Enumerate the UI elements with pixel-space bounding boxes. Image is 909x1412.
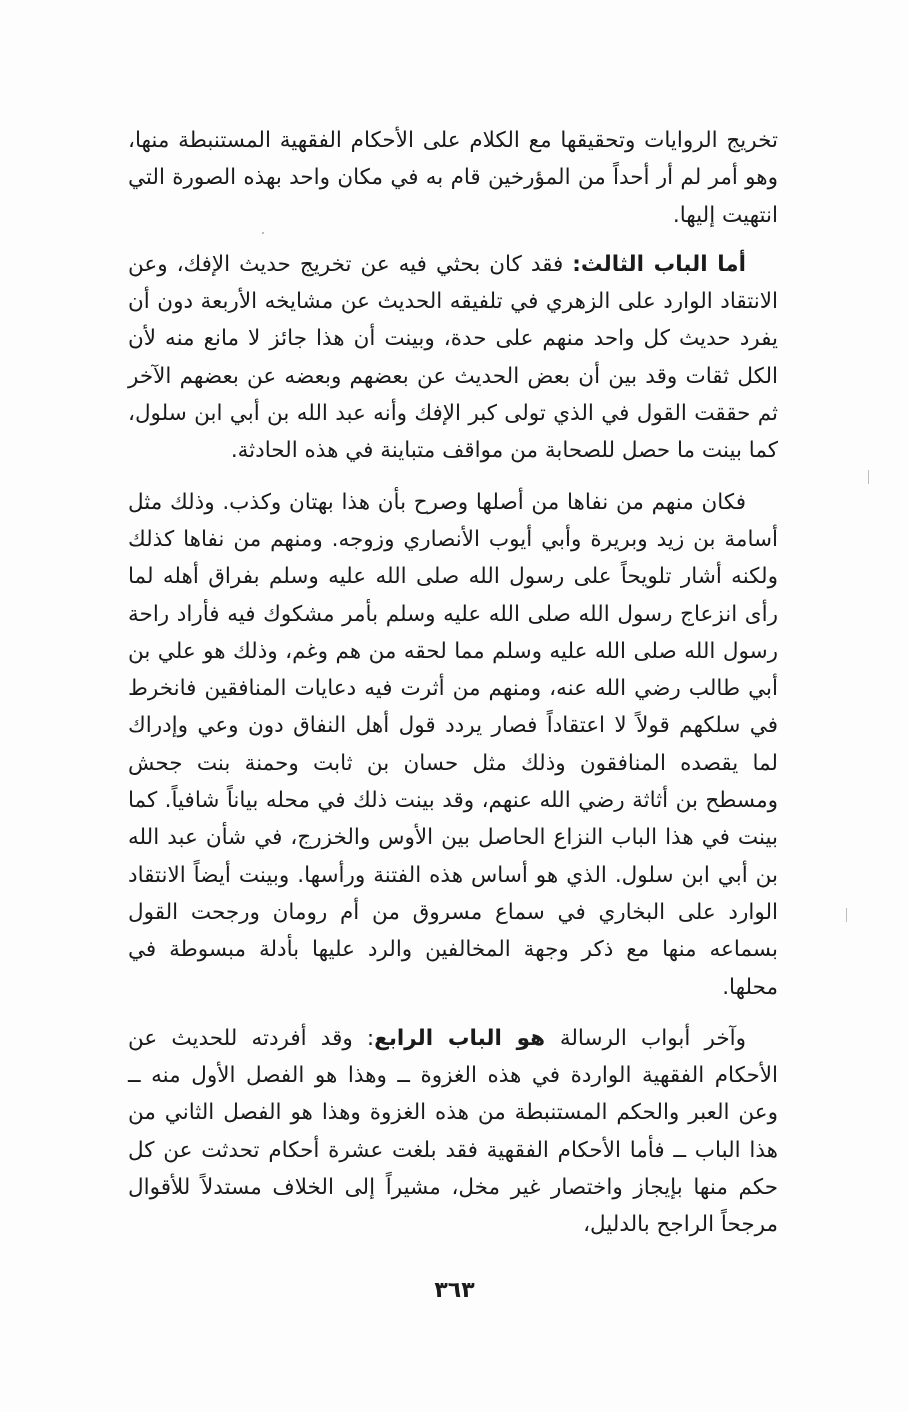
paragraph-1-text: تخريج الروايات وتحقيقها مع الكلام على الأحكام الفقهية المستنبطة منها، وهو أمر لم أر أحداً من المؤرخين قام به في مكان واحد بهذه الصورة التي انتهيت إليها. xyxy=(128,128,778,228)
paragraph-3-text: فكان منهم من نفاها من أصلها وصرح بأن هذا بهتان وكذب. وذلك مثل أسامة بن زيد وبريرة وأبي أيوب الأنصاري وزوجه. ومنهم من نفاها كذلك ولكنه أشار تلويحاً على رسول الله صلى الله عليه وسلم بفراق أهله لما رأى انزعاج رسول الله صلى الله عليه وسلم بأمر مشكوك فيه فأراد راحة رسول الله صلى الله عليه وسلم مما لحقه من هم وغم، وذلك هو علي بن أبي طالب رضي الله عنه، ومنهم من أثرت فيه دعايات المنافقين فانخرط في سلكهم قولاً لا اعتقاداً فصار يردد قول أهل النفاق دون وعي وإدراك لما يقصده المنافقون وذلك مثل حسان بن ثابت وحمنة بنت جحش ومسطح بن أثاثة رضي الله عنهم، وقد بينت ذلك في محله بياناً شافياً. كما بينت في هذا الباب النزاع الحاصل بين الأوس والخزرج، في شأن عبد الله بن أبي ابن سلول. الذي هو أساس هذه الفتنة ورأسها. وبينت أيضاً الانتقاد الوارد على البخاري في سماع مسروق من أم رومان ورجحت القول بسماعه منها مع ذكر وجهة المخالفين والرد عليها بأدلة مبسوطة في محلها. xyxy=(128,489,778,1000)
paragraph-1 xyxy=(128,122,778,234)
scan-margin-mark xyxy=(868,470,869,484)
paragraph-3 xyxy=(128,484,778,1006)
paragraph-2-text: فقد كان بحثي فيه عن تخريج حديث الإفك، وعن الانتقاد الوارد على الزهري في تلفيقه الحديث عن مشايخه الأربعة دون أن يفرد حديث كل واحد منهم على حدة، وبينت أن هذا جائز لا مانع منه لأن الكل ثقات وقد بين أن بعض الحديث عن بعضهم وبعضه عن بعضهم الآخر ثم حققت القول في الذي تولى كبر الإفك وأنه عبد الله بن أبي ابن سلول، كما بينت ما حصل للصحابة من مواقف متباينة في هذه الحادثة. xyxy=(128,251,778,464)
scan-margin-mark xyxy=(846,908,847,922)
page-body-text xyxy=(128,122,778,1244)
paragraph-4 xyxy=(128,1020,778,1244)
paragraph-4-text: : وقد أفردته للحديث عن الأحكام الفقهية الواردة في هذه الغزوة ــ وهذا هو الفصل الأول منه ــ وعن العبر والحكم المستنبطة من هذه الغزوة وهذا هو الفصل الثاني من هذا الباب ــ فأما الأحكام الفقهية فقد بلغت عشرة أحكام تحدثت عن كل حكم منها بإيجاز واختصار غير مخل، مشيراً إلى الخلاف مستدلاً للأقوال مرجحاً الراجح بالدليل، xyxy=(128,1025,778,1238)
page-number: ٣٦٣ xyxy=(434,1278,475,1303)
chapter-three-heading: أما الباب الثالث: xyxy=(572,251,746,277)
chapter-four-heading: هو الباب الرابع xyxy=(374,1025,560,1051)
scan-speck xyxy=(262,232,264,234)
paragraph-4-lead: وآخر أبواب الرسالة xyxy=(559,1025,746,1051)
paragraph-2 xyxy=(128,246,778,470)
